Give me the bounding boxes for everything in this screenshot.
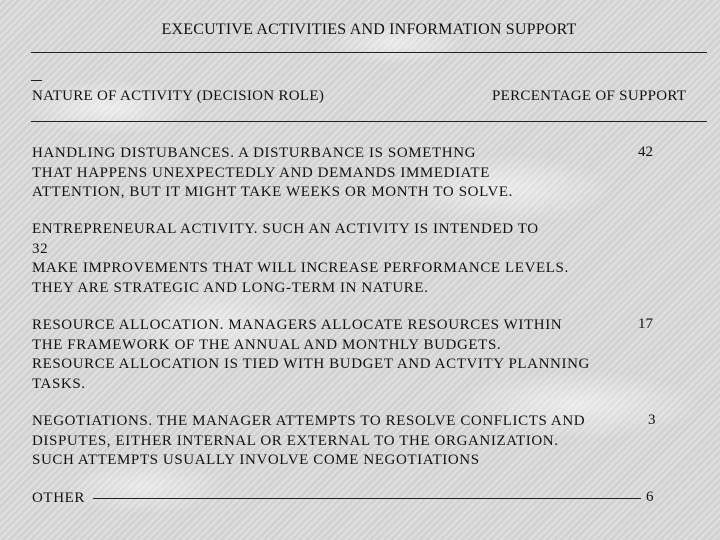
activity-line: OTHER bbox=[32, 490, 85, 506]
column-header-activity: NATURE OF ACTIVITY (DECISION ROLE) bbox=[32, 88, 325, 104]
percentage-value: 6 bbox=[646, 489, 654, 505]
column-header-percentage: PERCENTAGE OF SUPPORT bbox=[492, 88, 687, 104]
activity-line: TASKS. bbox=[32, 375, 86, 392]
activity-line: ENTREPRENEURAL ACTIVITY. SUCH AN ACTIVITY IS INTENDED TO bbox=[32, 221, 539, 237]
activity-row-disturbances bbox=[32, 144, 513, 203]
percentage-value: 3 bbox=[648, 412, 656, 428]
title-divider bbox=[31, 52, 707, 53]
activity-row-negotiations bbox=[32, 412, 585, 471]
activity-line: SUCH ATTEMPTS USUALLY INVOLVE COME NEGOTIATIONS bbox=[32, 452, 480, 468]
divider-tick bbox=[31, 80, 42, 81]
activity-line: DISPUTES, EITHER INTERNAL OR EXTERNAL TO THE ORGANIZATION. bbox=[32, 432, 559, 449]
activity-row-resource-allocation bbox=[32, 316, 590, 394]
activity-line: THEY ARE STRATEGIC AND LONG-TERM IN NATURE. bbox=[32, 279, 429, 296]
activity-line: ATTENTION, BUT IT MIGHT TAKE WEEKS OR MONTH TO SOLVE. bbox=[32, 184, 514, 200]
activity-line: RESOURCE ALLOCATION IS TIED WITH BUDGET AND ACTVITY PLANNING bbox=[32, 356, 590, 372]
activity-line: RESOURCE ALLOCATION. MANAGERS ALLOCATE RESOURCES WITHIN bbox=[32, 317, 563, 333]
row-leader-line bbox=[93, 498, 641, 499]
activity-row-entrepreneurial bbox=[32, 220, 569, 298]
page-title: EXECUTIVE ACTIVITIES AND INFORMATION SUPPORT bbox=[161, 21, 577, 38]
activity-line: NEGOTIATIONS. THE MANAGER ATTEMPTS TO RESOLVE CONFLICTS AND bbox=[32, 413, 586, 429]
activity-line: THAT HAPPENS UNEXPECTEDLY AND DEMANDS IMMEDIATE bbox=[32, 164, 490, 181]
activity-row-other bbox=[32, 489, 85, 509]
header-divider bbox=[31, 121, 707, 122]
percentage-value: 42 bbox=[638, 144, 653, 160]
activity-line: THE FRAMEWORK OF THE ANNUAL AND MONTHLY BUDGETS. bbox=[32, 336, 502, 353]
percentage-value: 32 bbox=[32, 240, 49, 257]
percentage-value: 17 bbox=[638, 316, 653, 332]
activity-line: MAKE IMPROVEMENTS THAT WILL INCREASE PERFORMANCE LEVELS. bbox=[32, 260, 569, 276]
activity-line: HANDLING DISTUBANCES. A DISTURBANCE IS SOMETHNG bbox=[32, 145, 477, 161]
